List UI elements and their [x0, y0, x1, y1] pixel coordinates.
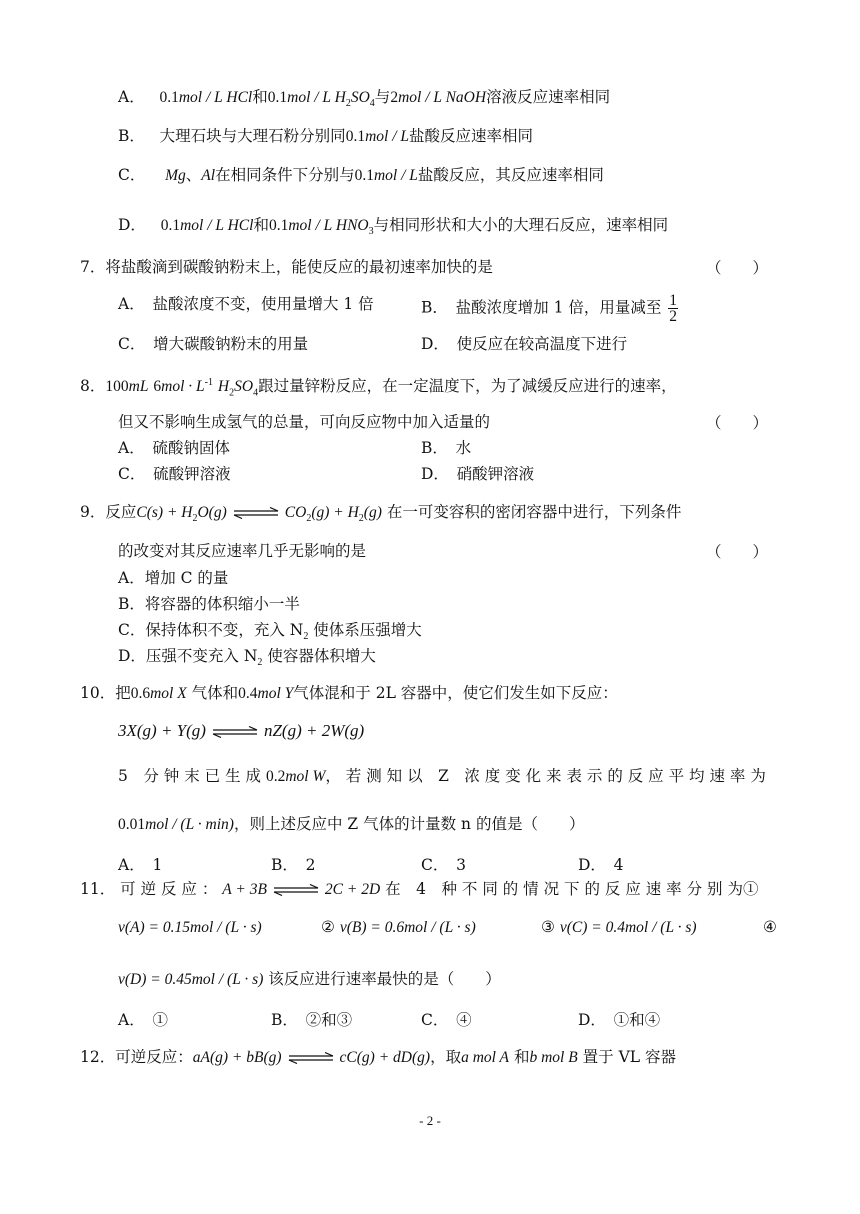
text: 在 4 种 不 同 的 情 况 下 的 反 应 速 率 分 别 为①	[385, 880, 759, 898]
q10-option-a: A． 1	[118, 856, 163, 874]
q10-option-d: D． 4	[578, 856, 624, 874]
q10-line4	[118, 813, 584, 836]
math: mol W	[285, 768, 326, 785]
answer-paren: （ ）	[706, 259, 769, 277]
superscript: -1	[204, 377, 213, 388]
q11-option-a: A． ①	[118, 1011, 168, 1029]
q10-option-c: C． 3	[421, 856, 466, 874]
question-number: 10．把	[80, 684, 131, 702]
text: 置于 VL 容器	[582, 1048, 676, 1066]
text: 和	[253, 216, 269, 234]
subscript: 4	[253, 387, 259, 399]
equilibrium-arrow-icon	[288, 1052, 334, 1064]
math: aA(g) + bB(g)	[192, 1049, 282, 1066]
text: 0.1	[267, 89, 288, 106]
q9-option-a: A．增加 C 的量	[118, 569, 229, 587]
q6-option-b	[118, 125, 533, 148]
text: 0.1	[354, 167, 374, 184]
math: (g) + H	[311, 504, 359, 521]
q9-option-d	[118, 645, 376, 674]
subscript: 2	[303, 631, 309, 643]
subscript: 2	[257, 657, 263, 669]
q11-rate-2	[321, 916, 476, 939]
option-label: C．	[118, 166, 146, 184]
math: 3X(g) + Y(g)	[118, 721, 206, 740]
math: cC(g) + dD(g)	[339, 1049, 431, 1066]
math: Al	[201, 167, 216, 184]
q9-option-b: B．将容器的体积缩小一半	[118, 595, 300, 613]
q8-stem-line2: 但又不影响生成氢气的总量，可向反应物中加入适量的	[118, 413, 491, 431]
circled-number: ②	[321, 918, 335, 936]
equilibrium-arrow-icon	[273, 884, 319, 896]
q11-option-c: C． ④	[421, 1011, 472, 1029]
text: 与相同形状和大小的大理石反应，速率相同	[373, 216, 669, 234]
math: O(g)	[197, 504, 227, 521]
math: mol / L NaOH	[398, 89, 487, 106]
text: 和	[252, 88, 268, 106]
q7-stem: 7．将盐酸滴到碳酸钠粉末上，能使反应的最初速率加快的是	[80, 258, 493, 276]
q8-option-b: B． 水	[421, 439, 472, 457]
text: 0.1	[345, 128, 366, 145]
q7-option-b	[421, 293, 678, 324]
q9-stem-line2: 的改变对其反应速率几乎无影响的是	[118, 542, 367, 560]
math: mol / L	[373, 167, 418, 184]
q11-option-d: D． ①和④	[578, 1011, 661, 1029]
denominator: 2	[669, 308, 678, 325]
text: 0.01	[118, 816, 146, 833]
question-number: 12．可逆反应：	[80, 1048, 193, 1066]
text: 100	[105, 378, 129, 396]
text: 使容器体积增大	[267, 647, 376, 665]
text: 2	[390, 89, 399, 106]
q9-option-c	[118, 619, 422, 648]
math: a mol A	[461, 1049, 510, 1066]
text: 与	[374, 88, 391, 106]
math: H	[217, 378, 230, 396]
q10-equation	[118, 720, 364, 742]
q7-option-c: C． 增大碳酸钠粉末的用量	[118, 335, 309, 353]
q6-option-d	[118, 214, 668, 243]
q7-option-a: A． 盐酸浓度不变，使用量增大 1 倍	[118, 295, 374, 313]
math: v(B) = 0.6mol / (L · s)	[339, 919, 476, 936]
question-number: 9．反应	[80, 503, 137, 521]
math: mol Y	[257, 685, 294, 702]
text: 、	[185, 166, 202, 184]
numerator: 1	[669, 292, 678, 309]
q6-option-c	[118, 164, 604, 187]
text: 5 分 钟 末 已 生 成	[118, 767, 261, 785]
option-label: B．	[118, 127, 145, 145]
math: mL	[128, 378, 149, 396]
text: ，则上述反应中 Z 气体的计量数 n 的值是（ ）	[233, 815, 585, 833]
subscript: 2	[358, 513, 364, 525]
page-number: - 2 -	[419, 1113, 441, 1128]
text: 大理石块与大理石粉分别同	[159, 127, 346, 145]
text: D．压强不变充入 N	[118, 647, 258, 665]
fraction	[668, 293, 678, 324]
text: 0.1	[160, 217, 181, 234]
text: 气体混和于 2L 容器中，使它们发生如下反应：	[293, 684, 618, 702]
q12-stem	[80, 1046, 676, 1069]
subscript: 4	[369, 98, 375, 110]
subscript: 2	[306, 513, 312, 525]
q8-stem	[80, 372, 677, 404]
text: 和	[513, 1048, 530, 1066]
math: mol / L HNO	[288, 217, 369, 234]
math: mol / L H	[287, 89, 346, 106]
q11-rate-3	[541, 916, 697, 939]
math: v(A) = 0.15mol / (L · s)	[118, 919, 262, 936]
math: nZ(g) + 2W(g)	[263, 721, 365, 740]
q11-rate-4-label: ④	[763, 918, 777, 936]
math: A + 3B	[222, 881, 267, 898]
math: Mg	[165, 167, 186, 184]
question-number: 8．	[80, 377, 106, 396]
math: mol · L	[161, 378, 205, 396]
text: 在相同条件下分别与	[215, 166, 355, 184]
text: 0.2	[265, 768, 286, 785]
math: CO	[284, 504, 307, 521]
q10-line3	[118, 765, 766, 788]
subscript: 3	[368, 226, 374, 238]
math: b mol B	[529, 1049, 578, 1066]
text: 使体系压强增大	[313, 621, 422, 639]
math: mol / L HCl	[178, 89, 253, 106]
text: 6	[153, 378, 162, 396]
q8-option-c: C． 硫酸钾溶液	[118, 465, 231, 483]
text: 0.1	[268, 217, 289, 234]
text: 0.1	[159, 89, 179, 106]
text: 0.4	[238, 685, 258, 702]
q11-rate-4	[118, 968, 501, 991]
equilibrium-arrow-icon	[212, 726, 258, 738]
q11-rate-1	[118, 916, 262, 939]
subscript: 2	[345, 98, 351, 110]
text: 该反应进行速率最快的是（ ）	[268, 970, 501, 988]
circled-number: ③	[541, 918, 555, 936]
math: C(s) + H	[136, 504, 193, 521]
q10-option-b: B． 2	[271, 856, 316, 874]
equilibrium-arrow-icon	[233, 507, 279, 519]
q6-option-a	[118, 86, 610, 115]
q11-option-b: B． ②和③	[271, 1011, 353, 1029]
text: 0.6	[130, 685, 151, 702]
option-label: D．	[118, 216, 146, 234]
option-label: A．	[118, 88, 145, 106]
text: B． 盐酸浓度增加 1 倍，用量减至	[421, 298, 662, 317]
math: SO	[234, 378, 254, 396]
text: 盐酸反应，其反应速率相同	[417, 166, 604, 184]
q8-option-d: D． 硝酸钾溶液	[421, 465, 535, 483]
math: mol X	[150, 685, 187, 702]
text: 跟过量锌粉反应，在一定温度下，为了减缓反应进行的速率，	[258, 377, 677, 396]
q8-option-a: A． 硫酸钠固体	[118, 439, 230, 457]
text: ， 若 测 知 以 Z 浓 度 变 化 来 表 示 的 反 应 平 均 速 率 为	[325, 767, 766, 785]
answer-paren: （ ）	[706, 414, 769, 432]
text: 溶液反应速率相同	[486, 88, 611, 106]
math: mol / (L · min)	[145, 816, 234, 833]
q7-option-d: D． 使反应在较高温度下进行	[421, 335, 628, 353]
text: 盐酸反应速率相同	[409, 127, 534, 145]
math: (g)	[363, 504, 382, 521]
text: ，取	[430, 1048, 462, 1066]
math: mol / L HCl	[180, 217, 254, 234]
text: C．保持体积不变，充入 N	[118, 621, 304, 639]
q11-stem	[80, 878, 758, 901]
text: 在一可变容积的密闭容器中进行，下列条件	[386, 503, 682, 521]
q10-stem	[80, 682, 618, 705]
subscript: 2	[229, 387, 235, 399]
math: mol / L	[365, 128, 409, 145]
question-number: 11． 可 逆 反 应 ：	[80, 880, 218, 898]
math: v(C) = 0.4mol / (L · s)	[559, 919, 697, 936]
answer-paren: （ ）	[706, 543, 769, 561]
math: v(D) = 0.45mol / (L · s)	[118, 971, 264, 988]
subscript: 2	[192, 513, 198, 525]
text: 气体和	[191, 684, 239, 702]
q9-stem	[80, 501, 681, 530]
math: 2C + 2D	[324, 881, 381, 898]
math: SO	[350, 89, 370, 106]
